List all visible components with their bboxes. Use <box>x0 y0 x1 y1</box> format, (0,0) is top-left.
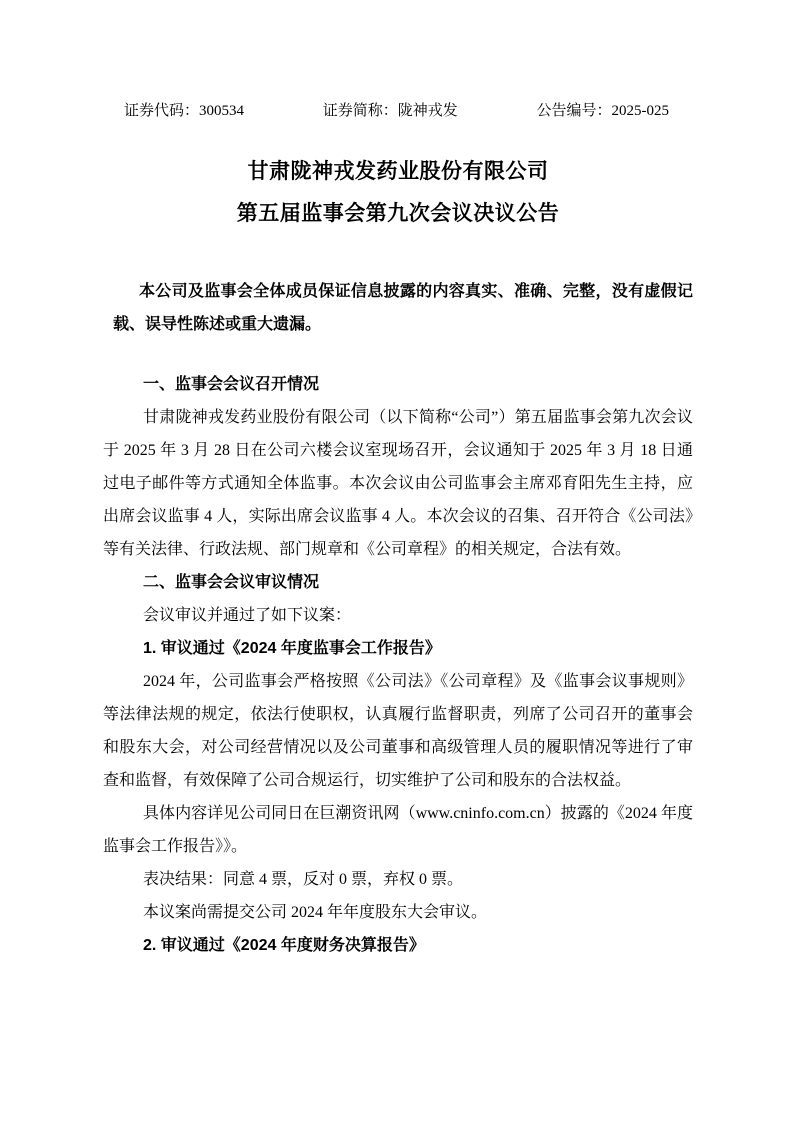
disclaimer-paragraph: 本公司及监事会全体成员保证信息披露的内容真实、准确、完整，没有虚假记载、误导性陈述或重大遗漏。 <box>113 283 693 333</box>
section-2-intro: 会议审议并通过了如下议案： <box>143 607 352 624</box>
section-2-heading: 二、监事会会议审议情况 <box>143 574 320 591</box>
stock-code: 证券代码：300534 <box>124 103 245 119</box>
section-1-heading: 一、监事会会议召开情况 <box>143 376 320 393</box>
announcement-number: 公告编号：2025-025 <box>536 103 669 119</box>
item-1-note: 本议案尚需提交公司 2024 年年度股东大会审议。 <box>143 904 488 921</box>
stock-name: 证券简称：陇神戎发 <box>322 103 458 119</box>
section-1-paragraph: 甘肃陇神戎发药业股份有限公司（以下简称“公司”）第五届监事会第九次会议于 2025 年 3 月 28 日在公司六楼会议室现场召开，会议通知于 2025 年 3 月 18 日通过电子邮件等方式通知全体监事。本次会议由公司监事会主席邓育阳先生主持，应出席会议监事 4 人，实际出席会议监事 4 人。本次会议的召集、召开符合《公司法》等有关法律、行政法规、部门规章和《公司章程》的相关规定，合法有效。 <box>103 409 693 558</box>
item-1-paragraph-2: 具体内容详见公司同日在巨潮资讯网（www.cninfo.com.cn）披露的《2024 年度监事会工作报告》》。 <box>103 805 693 855</box>
meeting-resolution-line: 第五届监事会第九次会议决议公告 <box>236 202 560 225</box>
item-2-heading: 2. 审议通过《2024 年度财务决算报告》 <box>143 937 425 954</box>
document-title <box>103 151 693 235</box>
item-1-vote-result: 表决结果：同意 4 票，反对 0 票，弃权 0 票。 <box>143 871 464 888</box>
company-name-line: 甘肃陇神戎发药业股份有限公司 <box>247 160 549 183</box>
item-1-paragraph-1: 2024 年，公司监事会严格按照《公司法》《公司章程》及《监事会议事规则》等法律法规的规定，依法行使职权，认真履行监督职责，列席了公司召开的董事会和股东大会，对公司经营情况以及公司董事和高级管理人员的履职情况等进行了审查和监督，有效保障了公司合规运行，切实维护了公司和股东的合法权益。 <box>103 673 693 789</box>
document-header <box>103 101 693 121</box>
item-1-heading: 1. 审议通过《2024 年度监事会工作报告》 <box>143 640 441 657</box>
